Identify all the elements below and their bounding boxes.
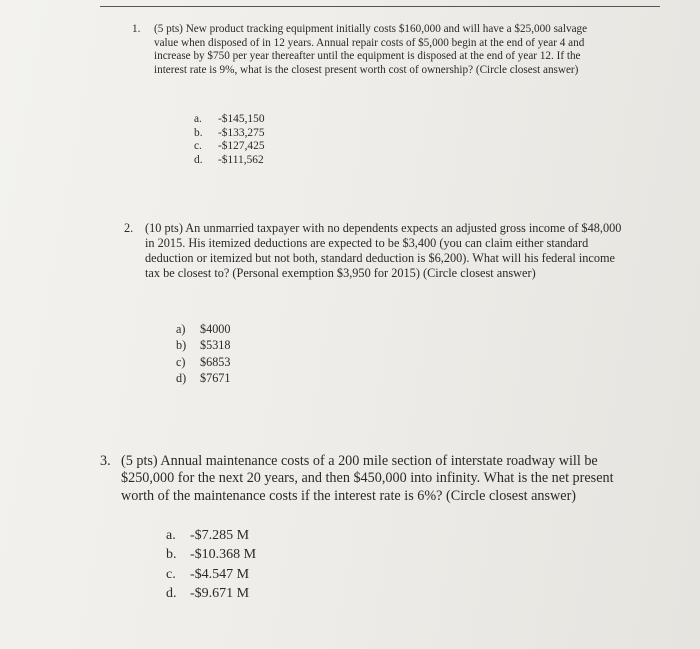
option-value: -$111,562 xyxy=(218,154,264,167)
option-value: -$4.547 M xyxy=(190,566,250,582)
option-value: -$10.368 M xyxy=(190,547,257,563)
option-value: -$7.285 M xyxy=(190,528,250,543)
answer-option-d[interactable] xyxy=(176,370,230,386)
answer-options xyxy=(194,113,265,168)
question-text: (10 pts) An unmarried taxpayer with no dependents expects an adjusted gross income of $48,000 in 2015. His itemized deductions are expected to be $3,400 (you can claim either standard deduction or itemized but not both, standard deduction is $6,200). What will his federal income tax be closest to? (Personal exemption $3,950 for 2015) (Circle closest answer) xyxy=(145,221,622,280)
answer-option-b[interactable] xyxy=(194,127,265,141)
answer-option-a[interactable] xyxy=(176,321,230,337)
answer-options xyxy=(176,321,230,387)
option-label: d. xyxy=(194,154,203,167)
option-label: b) xyxy=(176,338,187,353)
answer-option-b[interactable] xyxy=(166,545,256,564)
answer-option-d[interactable] xyxy=(194,154,265,168)
question-2 xyxy=(124,221,624,386)
option-value: -$9.671 M xyxy=(190,585,250,601)
question-text: (5 pts) Annual maintenance costs of a 200 mile section of interstate roadway will be $250,000 for the next 20 years, and then $450,000 into infinity. What is the net present worth of the maintenance costs if the interest rate is 6%? (Circle closest answer) xyxy=(121,453,614,504)
answer-option-a[interactable] xyxy=(194,113,265,127)
question-1 xyxy=(132,23,614,167)
option-value: -$133,275 xyxy=(218,126,265,139)
answer-option-c[interactable] xyxy=(194,140,265,154)
option-value: $5318 xyxy=(200,338,231,353)
option-value: $7671 xyxy=(200,371,231,386)
option-label: c) xyxy=(176,354,186,369)
option-value: -$145,150 xyxy=(218,113,265,125)
question-number: 2. xyxy=(124,221,134,235)
answer-option-c[interactable] xyxy=(166,565,256,584)
option-label: c. xyxy=(166,566,176,582)
option-label: a. xyxy=(166,528,176,543)
option-value: -$127,425 xyxy=(218,140,265,153)
question-text: (5 pts) New product tracking equipment initially costs $160,000 and will have a $25,000 salvage value when disposed of in 12 years. Annual repair costs of $5,000 begin at the end of year 4 and increase by $750 per year thereafter until the equipment is disposed at the end of year 12. If the interest rate is 9%, what is the closest present worth cost of ownership? (Circle closest answer) xyxy=(154,23,588,76)
option-label: d) xyxy=(176,371,187,386)
question-number: 3. xyxy=(100,453,111,469)
answer-option-c[interactable] xyxy=(176,354,230,370)
option-value: $6853 xyxy=(200,354,231,369)
option-label: a. xyxy=(194,113,202,125)
option-label: b. xyxy=(166,547,177,563)
answer-options xyxy=(166,526,256,603)
option-label: b. xyxy=(194,126,203,139)
answer-option-b[interactable] xyxy=(176,337,230,353)
question-number: 1. xyxy=(132,23,141,35)
question-3 xyxy=(100,453,645,601)
top-rule xyxy=(100,6,660,7)
option-label: c. xyxy=(194,140,202,153)
option-label: a) xyxy=(176,322,186,336)
answer-option-a[interactable] xyxy=(166,526,256,545)
option-value: $4000 xyxy=(200,322,231,336)
answer-option-d[interactable] xyxy=(166,584,256,603)
option-label: d. xyxy=(166,585,177,601)
